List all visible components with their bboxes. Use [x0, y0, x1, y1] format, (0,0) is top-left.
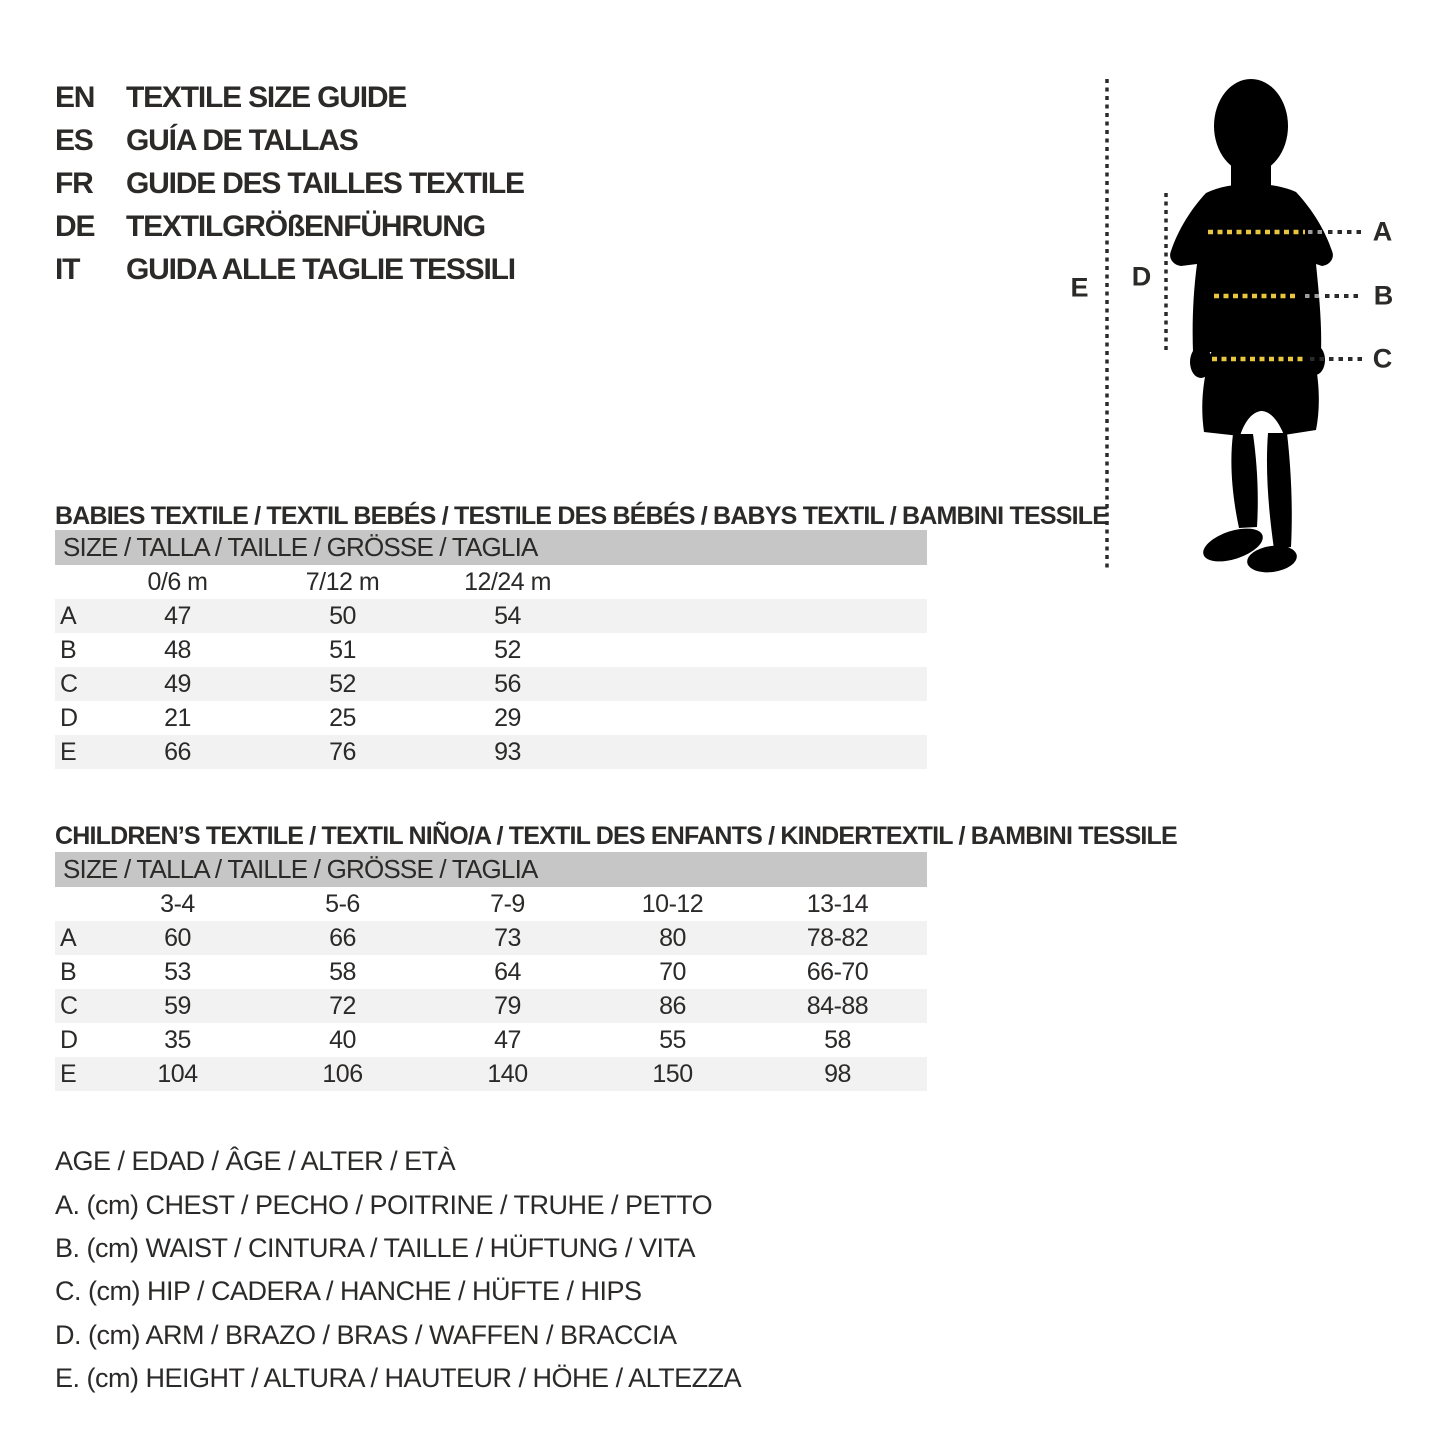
- legend-waist: B. (cm) WAIST / CINTURA / TAILLE / HÜFTUNG / VITA: [55, 1232, 696, 1263]
- guide-title-en: TEXTILE SIZE GUIDE: [126, 80, 407, 114]
- table-row: C 49 52 56: [55, 667, 927, 701]
- row-label: A: [60, 923, 77, 952]
- table-row: B 53 58 64 70 66-70: [55, 955, 927, 989]
- row-label: C: [60, 669, 78, 698]
- legend-height: E. (cm) HEIGHT / ALTURA / HAUTEUR / HÖHE / ALTEZZA: [55, 1363, 742, 1394]
- babies-col-12-24m: 12/24 m: [464, 567, 551, 596]
- children-col-3-4: 3-4: [160, 889, 195, 918]
- lang-row-es: [55, 119, 524, 162]
- table-row: A 60 66 73 80 78-82: [55, 921, 927, 955]
- figure-label-c: C: [1372, 343, 1392, 374]
- lang-code: FR: [55, 166, 93, 200]
- table-row: A 47 50 54: [55, 599, 927, 633]
- figure-label-a: A: [1372, 216, 1392, 247]
- guide-title-de: TEXTILGRÖßENFÜHRUNG: [126, 210, 485, 244]
- language-title-block: [55, 76, 524, 292]
- table-row: D 21 25 29: [55, 701, 927, 735]
- row-label: B: [60, 635, 77, 664]
- guide-title-it: GUIDA ALLE TAGLIE TESSILI: [126, 253, 515, 287]
- figure-label-b: B: [1373, 280, 1393, 311]
- lang-row-de: [55, 206, 524, 249]
- lang-row-en: [55, 76, 524, 119]
- legend-age: AGE / EDAD / ÂGE / ALTER / ETÀ: [55, 1146, 456, 1177]
- children-col-7-9: 7-9: [490, 889, 525, 918]
- babies-section-title: BABIES TEXTILE / TEXTIL BEBÉS / TESTILE DES BÉBÉS / BABYS TEXTIL / BAMBINI TESSILE: [55, 501, 1109, 530]
- table-row: B 48 51 52: [55, 633, 927, 667]
- table-row: E 66 76 93: [55, 735, 927, 769]
- legend-arm: D. (cm) ARM / BRAZO / BRAS / WAFFEN / BRACCIA: [55, 1319, 677, 1350]
- children-column-header-row: [55, 887, 927, 921]
- figure-label-d: D: [1131, 261, 1151, 292]
- lang-code: ES: [55, 123, 93, 157]
- table-row: D 35 40 47 55 58: [55, 1023, 927, 1057]
- child-silhouette-shape: [1170, 79, 1333, 575]
- legend-hip: C. (cm) HIP / CADERA / HANCHE / HÜFTE / HIPS: [55, 1276, 642, 1307]
- babies-col-0-6m: 0/6 m: [147, 567, 208, 596]
- children-col-5-6: 5-6: [325, 889, 360, 918]
- babies-column-header-row: [55, 565, 927, 599]
- children-section-title: CHILDREN’S TEXTILE / TEXTIL NIÑO/A / TEXTIL DES ENFANTS / KINDERTEXTIL / BAMBINI TESSILE: [55, 821, 1177, 850]
- children-size-table: [55, 852, 927, 1091]
- measurement-legend: [55, 1140, 741, 1400]
- table-row: C 59 72 79 86 84-88: [55, 989, 927, 1023]
- figure-label-e: E: [1070, 272, 1088, 303]
- row-label: B: [60, 957, 77, 986]
- babies-col-7-12m: 7/12 m: [305, 567, 380, 596]
- lang-row-fr: [55, 162, 524, 205]
- babies-size-header-bar: SIZE / TALLA / TAILLE / GRÖSSE / TAGLIA: [55, 530, 927, 565]
- babies-size-table: [55, 530, 927, 769]
- legend-chest: A. (cm) CHEST / PECHO / POITRINE / TRUHE / PETTO: [55, 1189, 713, 1220]
- lang-code: EN: [55, 80, 95, 114]
- lang-code: IT: [55, 253, 80, 287]
- row-label: E: [60, 1059, 77, 1088]
- row-label: D: [60, 703, 78, 732]
- lang-code: DE: [55, 210, 95, 244]
- guide-title-es: GUÍA DE TALLAS: [126, 123, 358, 157]
- row-label: A: [60, 601, 77, 630]
- row-label: C: [60, 991, 78, 1020]
- row-label: E: [60, 737, 77, 766]
- row-label: D: [60, 1025, 78, 1054]
- children-size-header-bar: SIZE / TALLA / TAILLE / GRÖSSE / TAGLIA: [55, 852, 927, 887]
- children-col-13-14: 13-14: [806, 889, 869, 918]
- table-row: E 104 106 140 150 98: [55, 1057, 927, 1091]
- children-col-10-12: 10-12: [641, 889, 704, 918]
- guide-title-fr: GUIDE DES TAILLES TEXTILE: [126, 166, 524, 200]
- lang-row-it: [55, 249, 524, 292]
